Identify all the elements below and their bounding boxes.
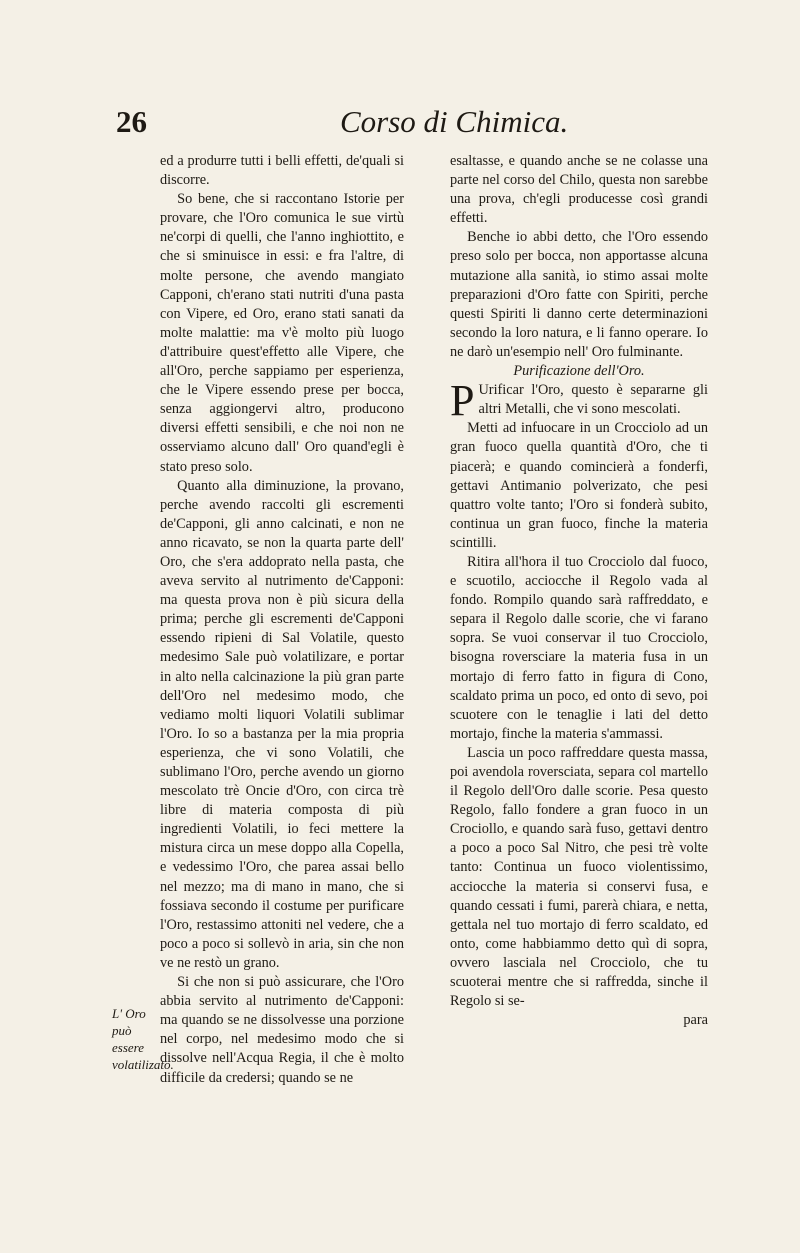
paragraph: Lascia un poco raffreddare questa massa, poi avendola roversciata, separa col martello il Regolo dell'Oro dalle scorie. Pesa questo Regolo, fallo fondere a gran fuoco in un Crociollo, e quando sarà fuso, gettavi dentro a poco a poco Sal Nitro, che pesi trè volte tanto: Continua un fuoco violentissimo, acciocche la materia si conservi fusa, e quando cessati i fumi, parerà chiara, e netta, gettala nel tuo mortajo di ferro scaldato, ed onto, come habbiammo detto quì di sopra, ovvero lasciala nel Crocciolo, che tu scuoterai mentre che si raffredda, sinche il Regolo si se-	[450, 744, 708, 1010]
paragraph: So bene, che si raccontano Istorie per provare, che l'Oro comunica le sue virtù ne'corpi di quelli, che l'anno inghiottito, e che si sminuisce in essi: e fra l'altre, di molte persone, che avendo mangiato Capponi, ch'erano stati nutriti d'una pasta con Vipere, ed Oro, erano stati sanati da molte malattie: ma v'è molto più luogo d'attribuire quest'effetto alle Vipere, che all'Oro, perche sappiamo per esperienza, che le Vipere essendo prese per bocca, senza aggiongervi altro, producono diversi effetti sensibili, e che noi non ne osserviamo alcuno dall' Oro quand'egli è stato preso solo.	[160, 191, 404, 475]
paragraph: ed a produrre tutti i belli effetti, de'quali si discorre.	[160, 153, 404, 189]
section-heading: Purificazione dell'Oro.	[513, 363, 645, 380]
drop-cap: P	[450, 376, 475, 426]
right-column	[450, 152, 708, 1030]
paragraph-text: Urificar l'Oro, questo è separarne gli altri Metalli, che vi sono mescolati.	[478, 382, 708, 418]
margin-note: L' Oro può essere volatilizato.	[112, 1006, 174, 1072]
paragraph: Benche io abbi detto, che l'Oro essendo preso solo per bocca, non apportasse alcuna mutazione alla sanità, io stimo assai molte preparazioni d'Oro fatte con Spiriti, perche questi Spiriti li danno certe determinazioni secondo la loro natura, e li fanno operare. Io ne darò un'esempio nell' Oro fulminante.	[450, 229, 708, 360]
left-column	[160, 152, 404, 1088]
paragraph: Quanto alla diminuzione, la provano, perche avendo raccolti gli escrementi de'Capponi, gli anno calcinati, e non ne anno ricavato, se non la quarta parte dell' Oro, che s'era addoprato nella pasta, che aveva servito al nutrimento de'Capponi: ma questa prova non è più sicura della prima; perche gli escrementi de'Capponi essendo ripieni di Sal Volatile, questo medesimo Sale può volatilizare, e portar in alto nella calcinazione la più gran parte dell'Oro nel medesimo modo, che vediamo molti liquori Volatili sublimar l'Oro. Io so a bastanza per la mia propria esperienza, che vi sono Volatili, che sublimano l'Oro, perche avendo un giorno mescolato trè Oncie d'Oro, con circa trè libre di materia composta di più ingredienti Volatili, io feci mettere la mistura circa un mese doppo alla Copella, e vedessimo l'Oro, che parea assai bello nel mezzo; ma di mano in mano, che si fossiava secondo il costume per purificare l'Oro, restassimo attoniti nel vedere, che a poco a poco si sollevò in aria, sin che non ve ne restò un grano.	[160, 477, 404, 971]
page-header	[0, 104, 800, 152]
section-first-paragraph	[450, 376, 708, 426]
catchword: para	[683, 1012, 708, 1029]
running-title: Corso di Chimica.	[340, 104, 569, 139]
paragraph: esaltasse, e quando anche se ne colasse una parte nel corso del Chilo, questa non sarebbe una prova, ch'egli producesse così grandi effetti.	[450, 153, 708, 227]
paragraph: Si che non si può assicurare, che l'Oro abbia servito al nutrimento de'Capponi: ma quando se ne dissolvesse una porzione nel corpo, nel medesimo modo che si dissolve nell'Acqua Regia, il che è molto difficile da credersi; quando se ne	[160, 974, 404, 1086]
page-number: 26	[116, 104, 147, 139]
paragraph: Metti ad infuocare in un Crocciolo ad un gran fuoco quella quantità d'Oro, che ti piacerà; e quando comincierà a fonderfi, gettavi Antimanio polverizato, che pesi quattro volte tanto; l'Oro si fonderà subito, continua un gran fuoco, finche la materia scintilli.	[450, 420, 708, 551]
paragraph: Ritira all'hora il tuo Crocciolo dal fuoco, e scuotilo, acciocche il Regolo vada al fondo. Rompilo quando sarà raffreddato, e separa il Regolo dalle scorie, che vi farano sopra. Se vuoi conservar il tuo Crocciolo, bisogna roversciare la materia fusa in un mortajo di ferro fatto in figura di Cono, scaldato prima un poco, ed onto di sevo, poi scuotere con le tenaglie i lati del detto mortajo, finche la materia s'ammassi.	[450, 553, 708, 742]
